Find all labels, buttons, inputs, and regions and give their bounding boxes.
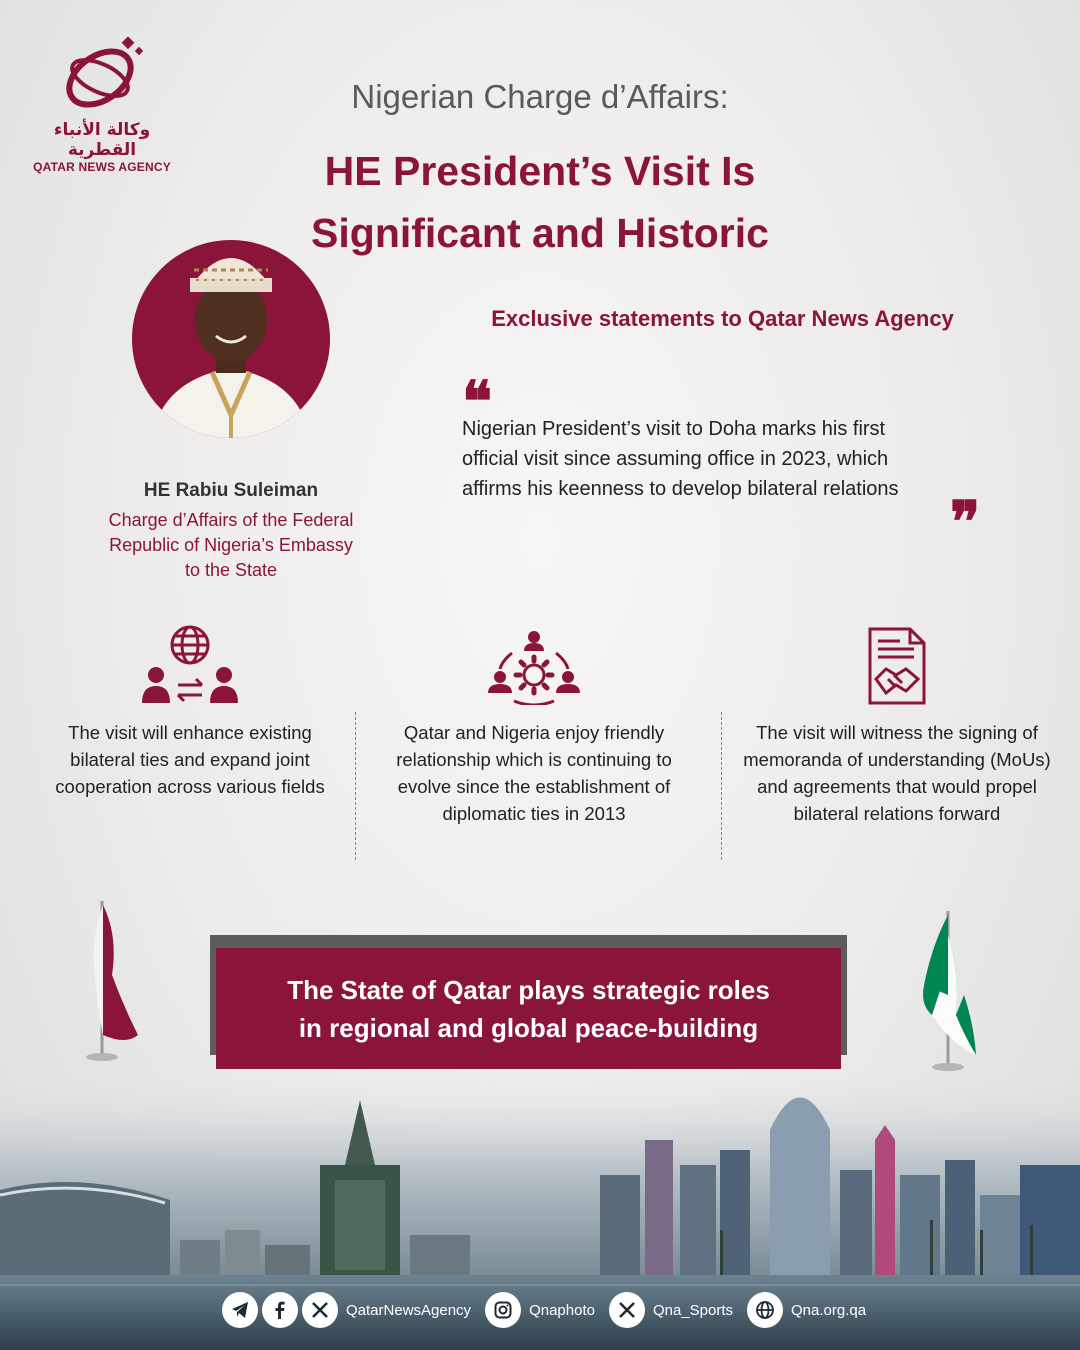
peace-building-banner <box>216 948 841 1069</box>
point-column-1 <box>40 615 340 865</box>
agreement-handshake-icon <box>736 615 1058 705</box>
globe-icon[interactable] <box>747 1292 783 1328</box>
open-quote-icon: ❝ <box>462 369 493 435</box>
logo-arabic-text: وكالة الأنباء القطرية <box>53 120 151 160</box>
kicker-title: Nigerian Charge d’Affairs: <box>351 78 729 115</box>
person-title-line-2: Republic of Nigeria’s Embassy <box>109 535 353 555</box>
social-media-bar <box>222 1291 880 1329</box>
quote-line-2: official visit since assuming office in 2023, which <box>462 448 889 470</box>
column-divider <box>721 712 722 860</box>
banner-line-2: in regional and global peace-building <box>298 1012 759 1043</box>
headline-line-1: HE President’s Visit Is <box>324 148 756 194</box>
point-text-3: The visit will witness the signing of memoranda of understanding (MoUs) and agreements that would propel bilateral relations forward <box>743 722 1051 824</box>
social-handle-1[interactable]: QatarNewsAgency <box>346 1301 472 1319</box>
point-column-3 <box>736 615 1058 865</box>
telegram-icon[interactable] <box>222 1292 258 1328</box>
banner-text <box>287 971 770 1047</box>
nigeria-flag-icon <box>912 905 992 1085</box>
qatar-flag-icon <box>78 895 158 1075</box>
headline-line-2: Significant and Historic <box>311 210 769 256</box>
exclusive-subtitle: Exclusive statements to Qatar News Agency <box>491 306 954 331</box>
portrait-avatar <box>132 240 330 438</box>
person-title-line-3: to the State <box>184 560 278 580</box>
column-divider <box>355 712 356 860</box>
quote-text <box>462 414 1022 504</box>
facebook-icon[interactable] <box>262 1292 298 1328</box>
point-column-2 <box>372 615 696 865</box>
instagram-icon[interactable] <box>485 1292 521 1328</box>
person-title-line-1: Charge d’Affairs of the Federal <box>108 510 354 530</box>
x-twitter-icon[interactable] <box>302 1292 338 1328</box>
social-handle-2[interactable]: Qnaphoto <box>529 1301 595 1319</box>
social-handle-4[interactable]: Qna.org.qa <box>791 1301 867 1319</box>
logo-english-text: QATAR NEWS AGENCY <box>33 160 171 174</box>
person-name: HE Rabiu Suleiman <box>143 480 319 501</box>
gear-team-icon <box>372 615 696 705</box>
x-twitter-icon[interactable] <box>609 1292 645 1328</box>
close-quote-icon: ❞ <box>950 489 981 555</box>
social-handle-3[interactable]: Qna_Sports <box>652 1301 733 1319</box>
quote-line-1: Nigerian President’s visit to Doha marks his first <box>462 418 886 440</box>
globe-people-exchange-icon <box>40 615 340 705</box>
point-text-1: The visit will enhance existing bilateral ties and expand joint cooperation across various fields <box>55 722 325 797</box>
person-title <box>60 508 402 583</box>
banner-line-1: The State of Qatar plays strategic roles <box>287 974 770 1005</box>
quote-line-3: affirms his keenness to develop bilateral relations <box>462 478 899 500</box>
point-text-2: Qatar and Nigeria enjoy friendly relationship which is continuing to evolve since the establishment of diplomatic ties in 2013 <box>396 722 672 824</box>
